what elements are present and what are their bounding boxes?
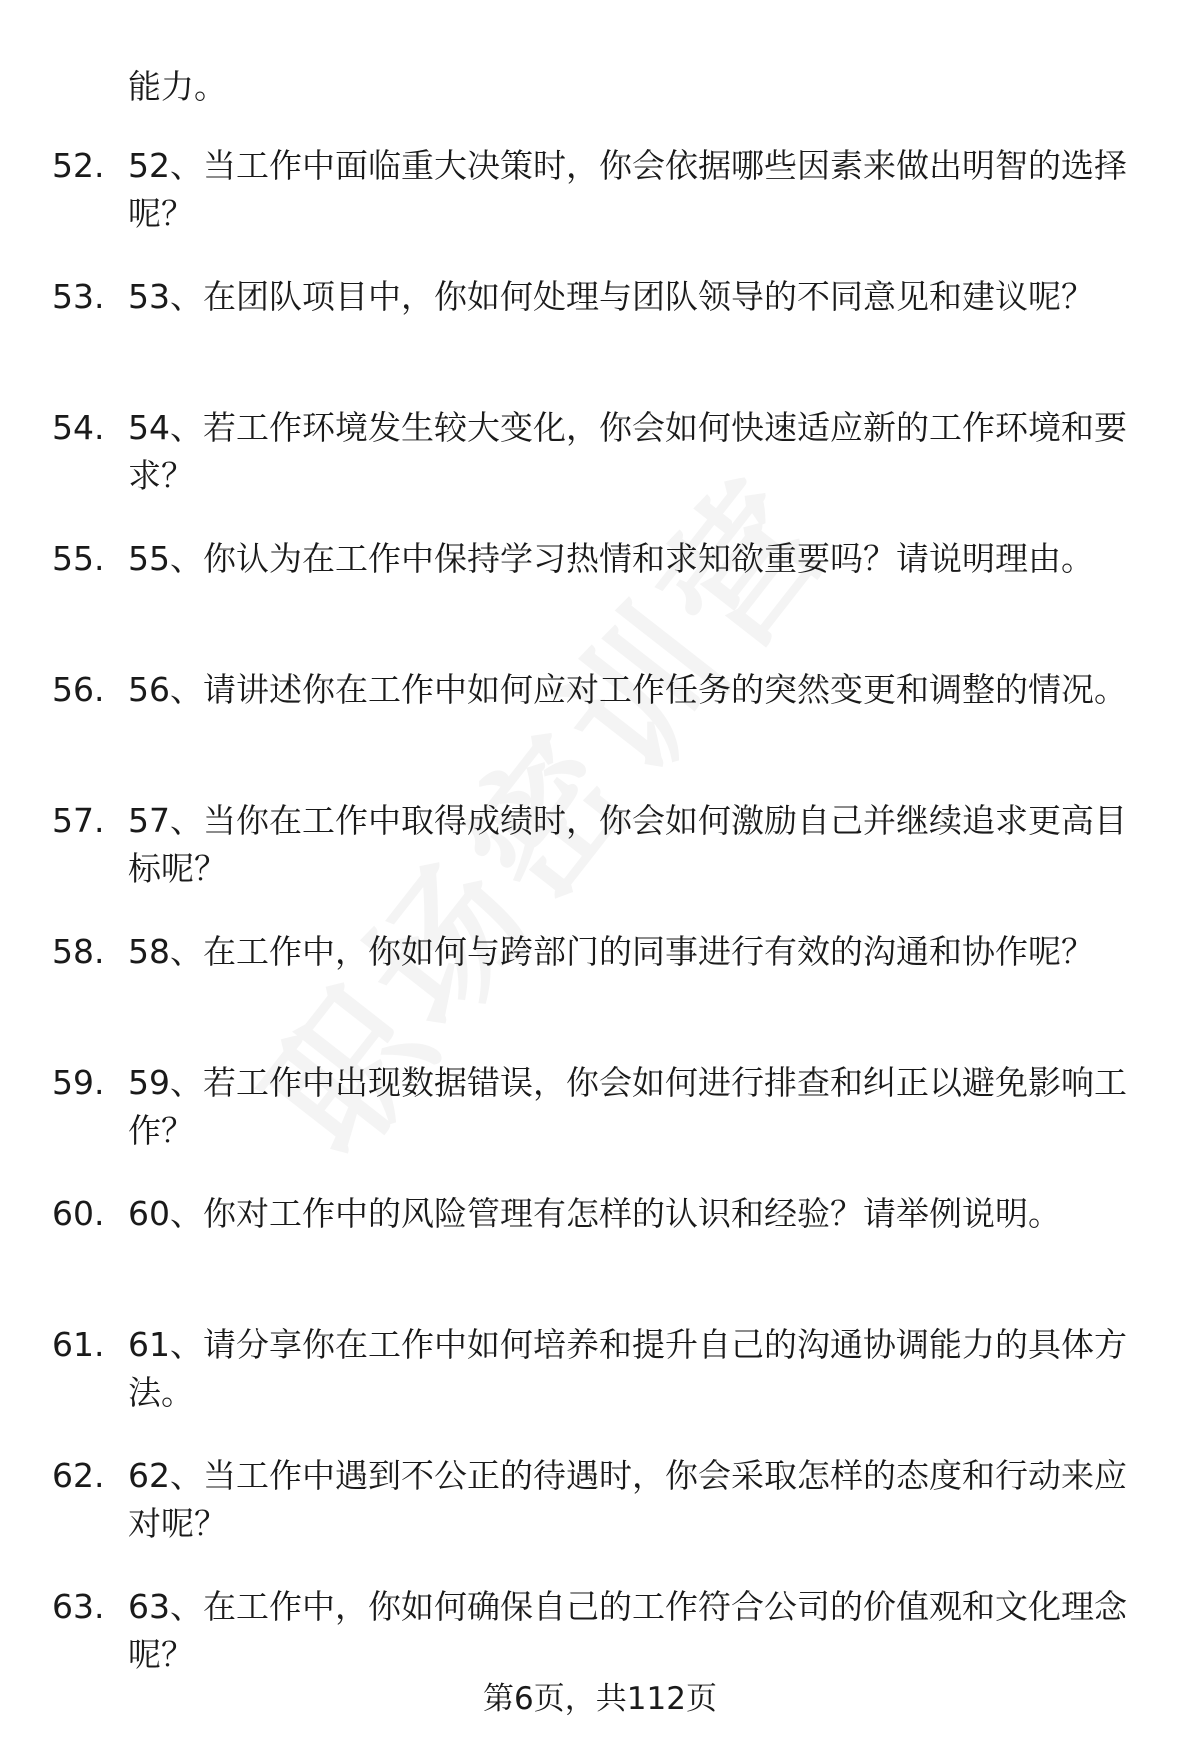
- item-number: 56.: [52, 670, 105, 709]
- list-item: [52, 797, 1162, 928]
- item-number: 62.: [52, 1456, 105, 1495]
- list-item: [52, 1059, 1162, 1190]
- list-item: [52, 1321, 1162, 1452]
- list-item: [52, 404, 1162, 535]
- list-item: [52, 142, 1162, 273]
- item-number: 54.: [52, 408, 105, 447]
- item-number: 58.: [52, 932, 105, 971]
- list-item: [52, 928, 1162, 1059]
- item-number: 53.: [52, 277, 105, 316]
- item-text: 63、在工作中，你如何确保自己的工作符合公司的价值观和文化理念呢？: [128, 1587, 1127, 1674]
- item-number: 61.: [52, 1325, 105, 1364]
- list-item: [52, 1452, 1162, 1583]
- page-footer: 第6页，共112页: [483, 1681, 717, 1717]
- item-text: 54、若工作环境发生较大变化，你会如何快速适应新的工作环境和要求？: [128, 408, 1127, 495]
- list-item: [52, 666, 1162, 797]
- item-text: 61、请分享你在工作中如何培养和提升自己的沟通协调能力的具体方法。: [128, 1325, 1127, 1412]
- item-text: 58、在工作中，你如何与跨部门的同事进行有效的沟通和协作呢？: [128, 932, 1094, 971]
- item-number: 59.: [52, 1063, 105, 1102]
- item-text: 52、当工作中面临重大决策时，你会依据哪些因素来做出明智的选择呢？: [128, 146, 1127, 233]
- item-number: 63.: [52, 1587, 105, 1626]
- item-text: 53、在团队项目中，你如何处理与团队领导的不同意见和建议呢？: [128, 277, 1094, 316]
- continuation-text: 能力。: [128, 67, 227, 106]
- item-number: 52.: [52, 146, 105, 185]
- question-list: [52, 142, 1162, 1714]
- list-item: [52, 273, 1162, 404]
- item-text: 55、你认为在工作中保持学习热情和求知欲重要吗？请说明理由。: [128, 539, 1094, 578]
- item-number: 55.: [52, 539, 105, 578]
- list-item: [52, 535, 1162, 666]
- item-text: 59、若工作中出现数据错误，你会如何进行排查和纠正以避免影响工作？: [128, 1063, 1127, 1150]
- item-number: 60.: [52, 1194, 105, 1233]
- item-number: 57.: [52, 801, 105, 840]
- list-item: [52, 1190, 1162, 1321]
- item-text: 57、当你在工作中取得成绩时，你会如何激励自己并继续追求更高目标呢？: [128, 801, 1127, 888]
- item-text: 62、当工作中遇到不公正的待遇时，你会采取怎样的态度和行动来应对呢？: [128, 1456, 1127, 1543]
- item-text: 60、你对工作中的风险管理有怎样的认识和经验？请举例说明。: [128, 1194, 1061, 1233]
- item-text: 56、请讲述你在工作中如何应对工作任务的突然变更和调整的情况。: [128, 670, 1127, 709]
